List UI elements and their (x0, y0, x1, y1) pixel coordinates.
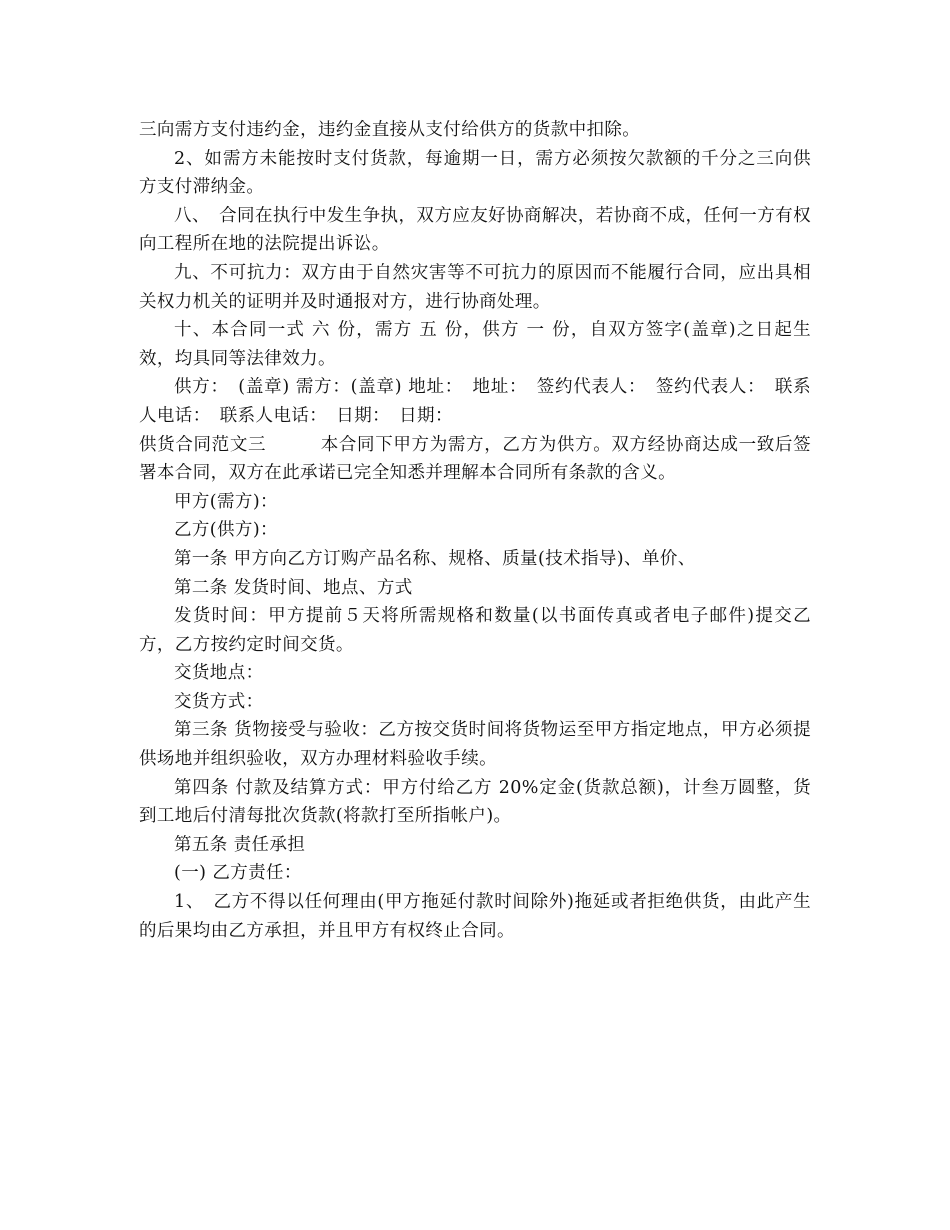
paragraph-contract-three-intro: 供货合同范文三 本合同下甲方为需方，乙方为供方。双方经协商达成一致后签署本合同，双方在此承诺已完全知悉并理解本合同所有条款的含义。 (139, 434, 811, 484)
paragraph-article-five: 第五条 责任承担 (174, 834, 306, 855)
paragraph-article-one: 第一条 甲方向乙方订购产品名称、规格、质量(技术指导)、单价、 (174, 548, 696, 569)
paragraph-late-payment: 2、如需方未能按时支付货款，每逾期一日，需方必须按欠款额的千分之三向供方支付滞纳金。 (139, 148, 811, 198)
paragraph-article-four: 第四条 付款及结算方式：甲方付给乙方 20%定金(货款总额)，计叁万圆整，货到工地后付清每批次货款(将款打至所指帐户)。 (139, 777, 811, 827)
paragraph-clause-ten: 十、本合同一式 六 份，需方 五 份，供方 一 份，自双方签字(盖章)之日起生效，均具同等法律效力。 (139, 320, 811, 369)
paragraph-party-a: 甲方(需方)： (174, 491, 278, 512)
paragraph-party-b-duties: (一) 乙方责任： (174, 863, 302, 884)
paragraph-clause-eight: 八、 合同在执行中发生争执，双方应友好协商解决，若协商不成，任何一方有权向工程所在地的法院提出诉讼。 (139, 205, 811, 255)
paragraph-penalty-continued: 三向需方支付违约金，违约金直接从支付给供方的货款中扣除。 (139, 120, 641, 140)
paragraph-article-two: 第二条 发货时间、地点、方式 (174, 577, 413, 598)
document-body (139, 116, 811, 945)
paragraph-article-three: 第三条 货物接受与验收：乙方按交货时间将货物运至甲方指定地点，甲方必须提供场地并组织验收，双方办理材料验收手续。 (139, 720, 811, 770)
paragraph-delivery-place: 交货地点： (174, 663, 264, 684)
paragraph-delivery-time: 发货时间：甲方提前５天将所需规格和数量(以书面传真或者电子邮件)提交乙方，乙方按约定时间交货。 (139, 606, 811, 655)
paragraph-party-b: 乙方(供方)： (174, 520, 278, 541)
paragraph-clause-nine: 九、不可抗力：双方由于自然灾害等不可抗力的原因而不能履行合同，应出具相关权力机关的证明并及时通报对方，进行协商处理。 (139, 262, 811, 312)
paragraph-duty-one: 1、 乙方不得以任何理由(甲方拖延付款时间除外)拖延或者拒绝供货，由此产生的后果均由乙方承担，并且甲方有权终止合同。 (139, 892, 811, 941)
paragraph-signature-block: 供方： (盖章) 需方：(盖章) 地址： 地址： 签约代表人： 签约代表人： 联系人电话： 联系人电话： 日期： 日期： (139, 377, 811, 426)
paragraph-delivery-method: 交货方式： (174, 691, 264, 712)
